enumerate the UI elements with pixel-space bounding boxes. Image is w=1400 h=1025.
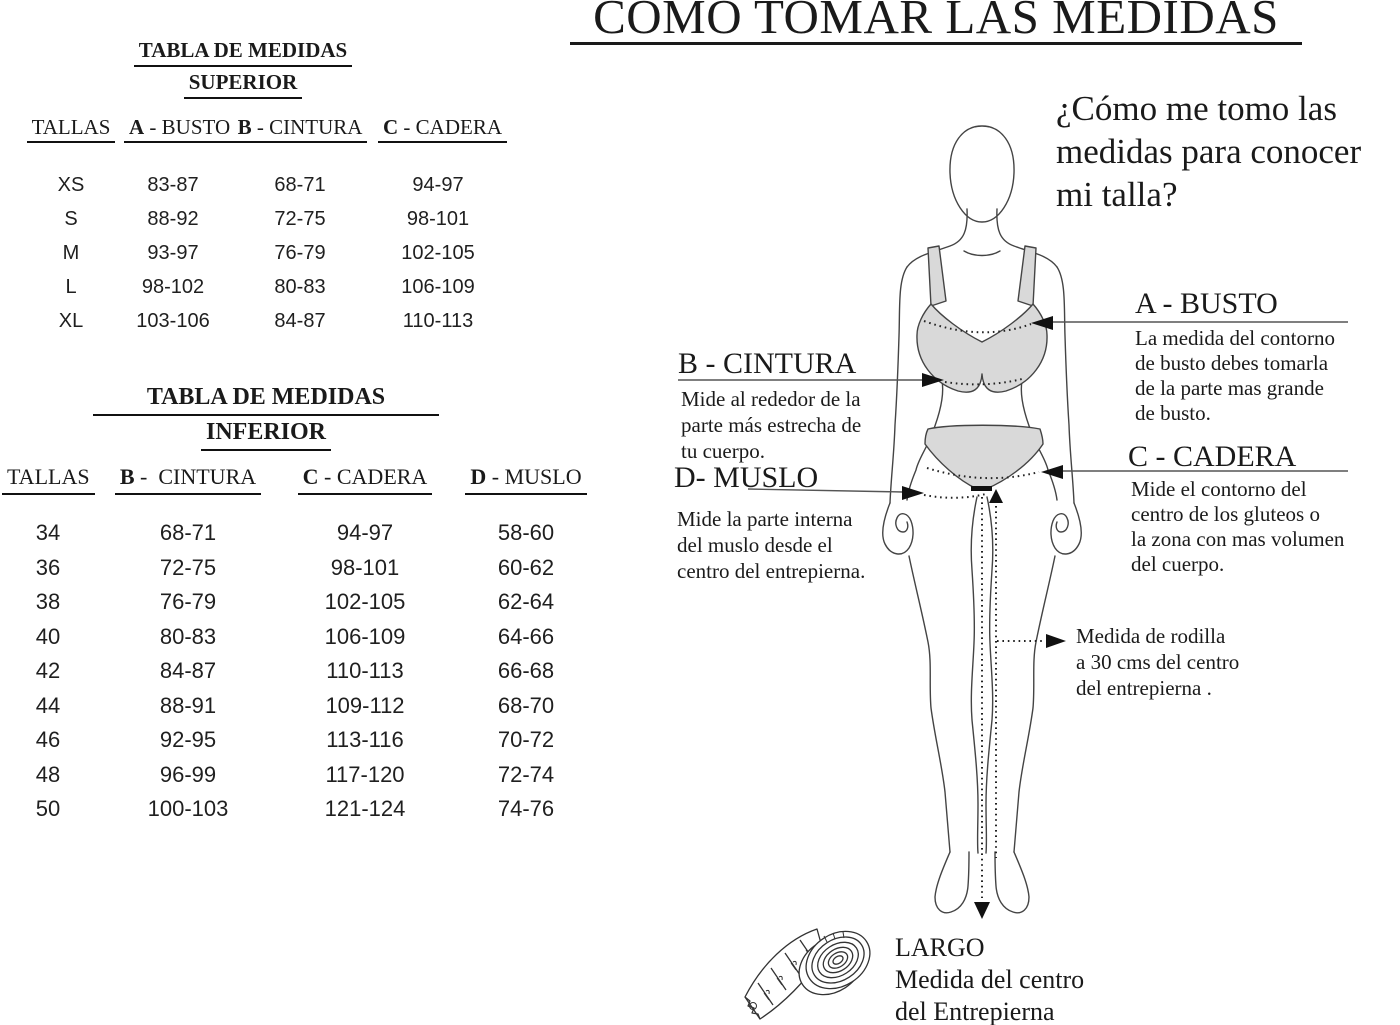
table-row (18, 304, 498, 338)
panties-garment (925, 425, 1043, 489)
column-header: C - CADERA (282, 464, 448, 495)
busto-desc-line: de la parte mas grande (1135, 376, 1324, 400)
table-cell: 68-70 (497, 692, 555, 718)
muslo-desc-line: Mide la parte interna (677, 507, 853, 531)
inferior-title-line1: TABLA DE MEDIDAS (93, 384, 439, 416)
table-cell: 66-68 (497, 658, 555, 683)
table-cell: 64-66 (497, 623, 555, 649)
table-cell: 46 (35, 727, 61, 752)
muslo-desc-line: centro del entrepierna. (677, 559, 866, 583)
table-cell: 70-72 (497, 727, 555, 752)
rodilla-note-line: Medida de rodilla (1076, 624, 1226, 648)
cadera-desc-line: Mide el contorno del (1131, 477, 1307, 501)
table-cell: 94-97 (336, 520, 394, 545)
largo-note-line: del Entrepierna (895, 997, 1055, 1025)
table-cell: 72-75 (159, 554, 217, 580)
table-cell: 83-87 (147, 174, 199, 196)
table-header-row (18, 115, 503, 143)
table-cell: 80-83 (274, 276, 326, 298)
question-line: medidas para conocer (1056, 132, 1362, 171)
table-cell: 98-102 (141, 276, 205, 298)
busto-desc-line: de busto. (1135, 401, 1211, 425)
question-line: mi talla? (1056, 175, 1178, 214)
table-cell: 94-97 (412, 174, 464, 196)
largo-label: LARGO (895, 933, 985, 962)
largo-note (895, 932, 1084, 1025)
column-header: B - CINTURA (94, 464, 282, 495)
table-cell: 62-64 (497, 589, 555, 614)
superior-title-line1: TABLA DE MEDIDAS (97, 38, 389, 67)
table-cell: M (62, 242, 80, 264)
inferior-table-title (93, 384, 439, 451)
table-cell: 98-101 (406, 208, 470, 230)
table-cell: 80-83 (159, 623, 217, 649)
muslo-description (677, 506, 865, 584)
table-cell: 92-95 (159, 727, 217, 752)
muslo-arrow (902, 486, 924, 500)
inferior-measurements-table (2, 464, 604, 827)
table-header-row (2, 464, 604, 495)
cintura-desc-line: tu cuerpo. (681, 439, 765, 463)
crotch-mark (971, 486, 992, 491)
table-cell: L (65, 276, 77, 298)
measuring-tape-icon (745, 920, 881, 1019)
table-cell: XS (57, 174, 85, 196)
table-row (2, 551, 604, 586)
table-cell: 102-105 (324, 589, 406, 614)
busto-label: A - BUSTO (1135, 287, 1278, 320)
table-cell: 96-99 (159, 761, 217, 787)
table-cell: 106-109 (324, 623, 406, 649)
table-row (2, 723, 604, 758)
table-cell: 68-71 (274, 174, 326, 196)
column-header: D - MUSLO (448, 464, 604, 495)
cadera-desc-line: centro de los gluteos o (1131, 502, 1320, 526)
table-row (2, 654, 604, 689)
page-title: COMO TOMAR LAS MEDIDAS (570, 0, 1302, 45)
cadera-desc-line: del cuerpo. (1131, 552, 1225, 576)
muslo-label: D- MUSLO (674, 461, 819, 494)
superior-table-title (97, 38, 389, 99)
column-header: TALLAS (2, 464, 94, 495)
column-header: A - BUSTO (124, 116, 222, 143)
muslo-desc-line: del muslo desde el (677, 533, 833, 557)
busto-desc-line: La medida del contorno (1135, 326, 1336, 350)
table-row (18, 236, 498, 270)
cadera-description (1131, 477, 1344, 577)
busto-description (1135, 326, 1335, 426)
table-cell: 117-120 (325, 761, 405, 787)
table-cell: 60-62 (497, 554, 555, 580)
table-row (2, 792, 604, 827)
table-cell: 88-91 (159, 692, 217, 718)
table-cell: 50 (35, 796, 61, 821)
table-cell: 38 (35, 589, 61, 614)
column-header: B - CINTURA (222, 116, 378, 143)
cadera-arrow (1041, 465, 1063, 479)
rodilla-arrow (1046, 634, 1066, 648)
table-row (18, 168, 498, 202)
table-row (2, 758, 604, 793)
table-cell: 74-76 (497, 796, 555, 821)
question-line: ¿Cómo me tomo las (1056, 89, 1337, 128)
table-cell: 44 (35, 692, 61, 718)
table-cell: 48 (35, 761, 61, 787)
superior-title-line2: SUPERIOR (97, 70, 389, 99)
table-cell: 113-116 (326, 727, 404, 752)
cintura-desc-line: parte más estrecha de (681, 413, 862, 437)
table-cell: 121-124 (324, 796, 406, 821)
table-cell: 72-75 (274, 208, 326, 230)
table-cell: 88-92 (147, 208, 199, 230)
table-cell: 84-87 (159, 658, 217, 683)
table-cell: 109-112 (325, 692, 405, 718)
table-cell: 98-101 (330, 554, 400, 580)
cintura-label: B - CINTURA (678, 347, 857, 380)
table-cell: S (64, 208, 78, 230)
table-cell: 100-103 (147, 796, 229, 821)
table-cell: 34 (35, 520, 61, 545)
table-cell: 110-113 (402, 310, 474, 332)
measurement-dotted-lines (924, 321, 1044, 898)
table-cell: 76-79 (159, 589, 217, 614)
table-cell: 36 (35, 554, 61, 580)
table-row (18, 202, 498, 236)
table-cell: 102-105 (401, 242, 475, 264)
table-cell: 58-60 (497, 520, 555, 545)
rodilla-note-line: del entrepierna . (1076, 676, 1212, 700)
rodilla-note-line: a 30 cms del centro (1076, 650, 1240, 674)
largo-note-line: Medida del centro (895, 965, 1085, 994)
table-row (18, 270, 498, 304)
table-cell: 84-87 (274, 310, 326, 332)
cadera-desc-line: la zona con mas volumen (1131, 527, 1345, 551)
column-header: C - CADERA (378, 116, 498, 143)
largo-down-arrow (974, 902, 990, 919)
inferior-title-line2: INFERIOR (93, 419, 439, 451)
busto-desc-line: de busto debes tomarla (1135, 351, 1329, 375)
bra-garment (917, 246, 1047, 392)
table-cell: 76-79 (274, 242, 326, 264)
superior-measurements-table (18, 115, 503, 338)
table-cell: 68-71 (159, 520, 217, 545)
table-row (2, 620, 604, 655)
rodilla-note (1076, 623, 1239, 701)
table-cell: 40 (35, 623, 61, 649)
table-row (2, 585, 604, 620)
table-cell: 103-106 (136, 310, 210, 332)
table-cell: 42 (35, 658, 61, 683)
crotch-up-arrow (989, 489, 1003, 503)
cadera-label: C - CADERA (1128, 440, 1297, 473)
table-row (2, 689, 604, 724)
column-header: TALLAS (18, 116, 124, 143)
table-cell: 110-113 (326, 658, 404, 683)
table-cell: 106-109 (401, 276, 475, 298)
cintura-description (681, 386, 861, 464)
table-cell: 72-74 (497, 761, 555, 787)
guide-question (1056, 87, 1361, 216)
table-cell: 93-97 (147, 242, 199, 264)
table-cell: XL (58, 310, 84, 332)
cintura-desc-line: Mide al rededor de la (681, 387, 861, 411)
table-row (2, 516, 604, 551)
